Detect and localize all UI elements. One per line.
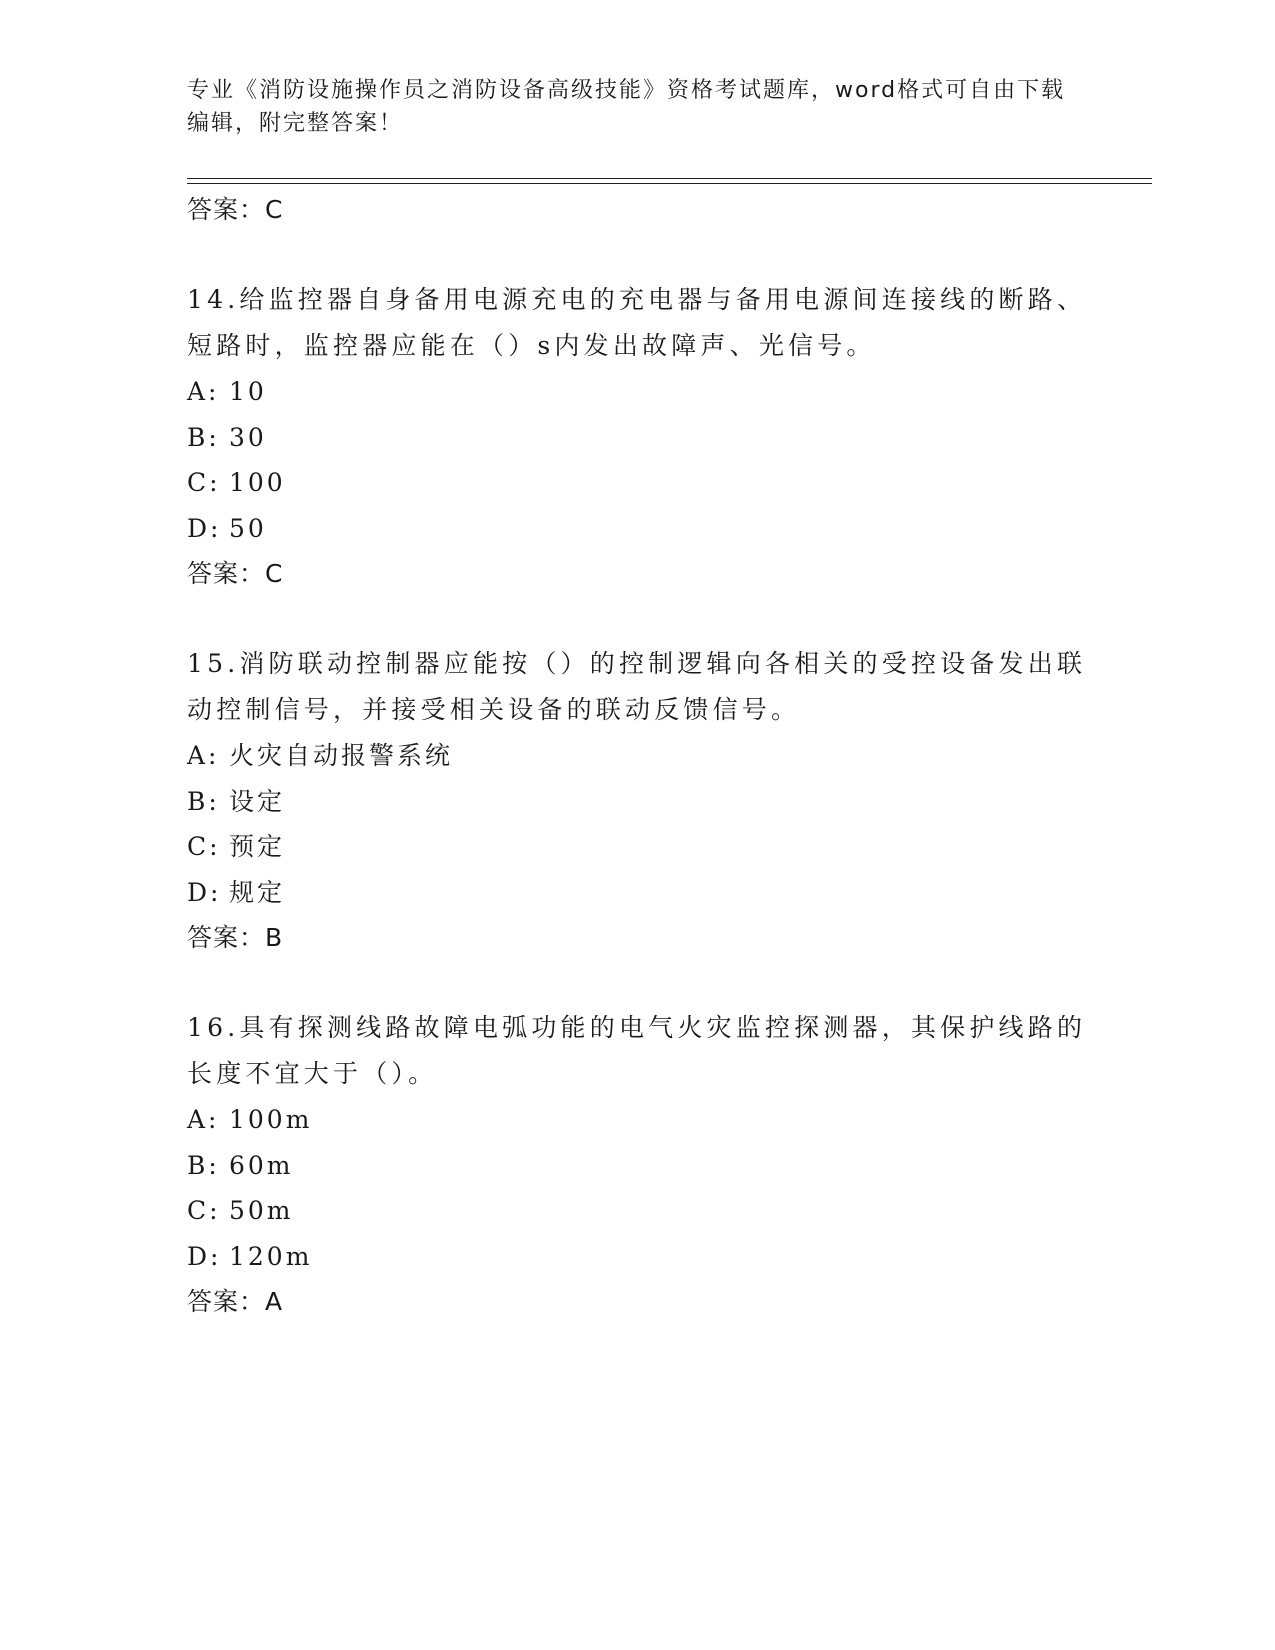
option-key: A:	[187, 377, 220, 406]
option-value: 100	[229, 468, 286, 497]
header-divider-bottom	[187, 183, 1152, 184]
option-value: 120m	[229, 1241, 313, 1271]
question-14	[187, 277, 1087, 597]
option-key: B:	[187, 1150, 220, 1180]
option-value: 10	[229, 377, 267, 406]
option-c	[187, 824, 1087, 870]
option-a	[187, 369, 1087, 415]
option-value: 30	[229, 422, 267, 452]
option-key: B:	[187, 786, 220, 816]
header-divider-top	[187, 178, 1152, 179]
option-d	[187, 1234, 1087, 1280]
answer-line: 答案：C	[187, 195, 284, 224]
option-b	[187, 1143, 1087, 1189]
option-value: 100m	[229, 1105, 313, 1134]
option-key: C:	[187, 1196, 221, 1225]
option-d	[187, 506, 1087, 552]
option-key: C:	[187, 468, 221, 497]
question-content	[187, 187, 1087, 1325]
question-text: 15.消防联动控制器应能按（）的控制逻辑向各相关的受控设备发出联动控制信号，并接受相关设备的联动反馈信号。	[187, 649, 1087, 724]
answer-line: 答案：B	[187, 923, 284, 952]
option-c	[187, 1188, 1087, 1234]
option-value: 60m	[229, 1150, 294, 1180]
page-header: 专业《消防设施操作员之消防设备高级技能》资格考试题库，word格式可自由下载编辑，附完整答案！	[187, 78, 1066, 136]
option-value: 火灾自动报警系统	[229, 741, 454, 770]
option-key: A:	[187, 1105, 220, 1134]
answer-line: 答案：C	[187, 559, 284, 588]
option-b	[187, 415, 1087, 461]
option-value: 规定	[229, 877, 286, 907]
option-value: 设定	[229, 786, 286, 816]
option-a	[187, 733, 1087, 779]
option-key: D:	[187, 877, 222, 907]
option-key: B:	[187, 422, 220, 452]
option-c	[187, 460, 1087, 506]
question-text: 16.具有探测线路故障电弧功能的电气火灾监控探测器，其保护线路的长度不宜大于（）。	[187, 1013, 1087, 1088]
option-a	[187, 1097, 1087, 1143]
option-value: 预定	[229, 832, 286, 861]
option-key: D:	[187, 1241, 222, 1271]
option-key: A:	[187, 741, 220, 770]
question-16	[187, 1005, 1087, 1325]
option-value: 50m	[229, 1196, 294, 1225]
option-d	[187, 870, 1087, 916]
option-b	[187, 779, 1087, 825]
question-15	[187, 641, 1087, 961]
answer-line: 答案：A	[187, 1287, 284, 1316]
option-key: D:	[187, 513, 222, 543]
option-key: C:	[187, 832, 221, 861]
question-text: 14.给监控器自身备用电源充电的充电器与备用电源间连接线的断路、短路时，监控器应能在（）s内发出故障声、光信号。	[187, 285, 1087, 360]
option-value: 50	[229, 513, 267, 543]
